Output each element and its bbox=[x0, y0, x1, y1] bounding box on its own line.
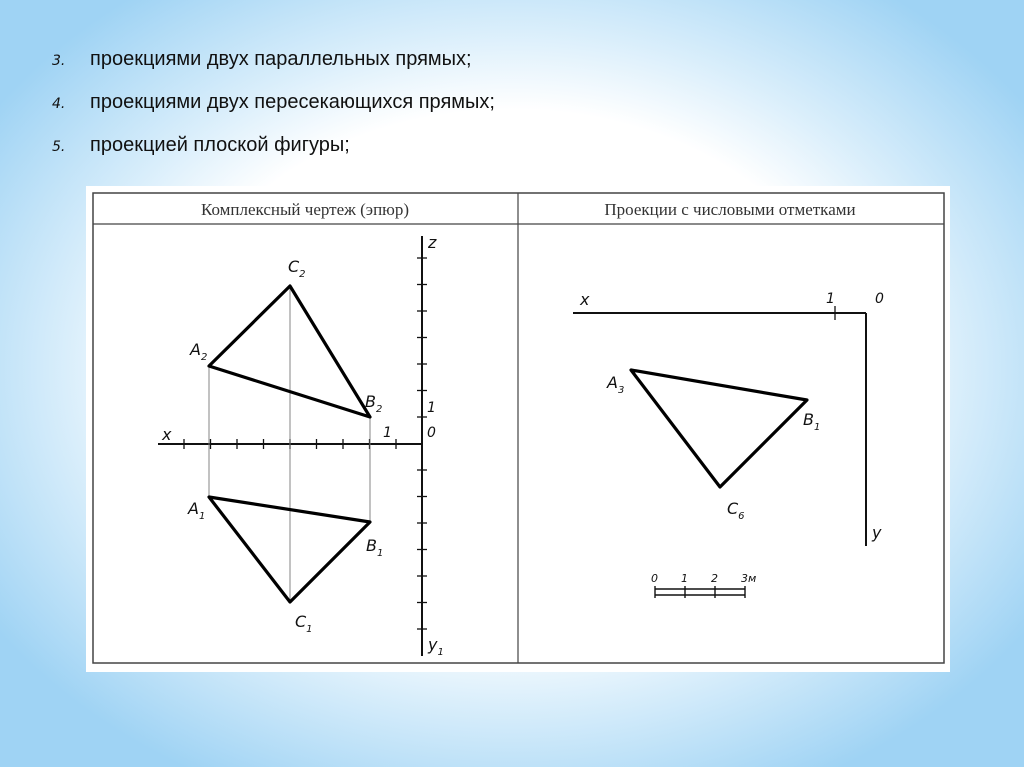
point-label-a2: $A_2$ bbox=[190, 340, 208, 363]
axis-label-x: x bbox=[162, 425, 172, 444]
list-item bbox=[52, 87, 495, 130]
point-label-b1: $B_1$ bbox=[366, 536, 384, 559]
list-item-number: 5. bbox=[52, 139, 66, 155]
axis-label-x: x bbox=[580, 290, 590, 309]
list-item-number: 4. bbox=[52, 96, 66, 112]
list-item bbox=[52, 44, 495, 87]
tick-label-z-1: 1 bbox=[427, 400, 436, 416]
tick-label-1: 1 bbox=[826, 291, 835, 307]
list-item-text: проекцией плоской фигуры; bbox=[90, 134, 350, 156]
list-item-text: проекциями двух пересекающихся прямых; bbox=[90, 91, 495, 113]
axis-label-y1: $y_1$ bbox=[428, 635, 444, 658]
scale-label: 2 bbox=[711, 572, 718, 585]
projection-figure bbox=[86, 186, 950, 672]
right-column-header: Проекции с числовыми отметками bbox=[604, 200, 856, 219]
scale-label: 0 bbox=[651, 572, 658, 585]
bullet-list bbox=[52, 44, 495, 173]
point-label-a1: $A_1$ bbox=[188, 499, 206, 522]
point-label-a3: $A_3$ bbox=[607, 373, 625, 396]
projection-diagram bbox=[86, 186, 950, 672]
point-label-b2: $B_2$ bbox=[365, 392, 383, 415]
scale-label: 1 bbox=[681, 572, 688, 585]
scale-label: 3м bbox=[741, 572, 757, 585]
origin-label: 0 bbox=[427, 425, 436, 441]
point-label-b1: $B_1$ bbox=[803, 410, 821, 433]
point-label-c6: $C_6$ bbox=[727, 499, 745, 522]
list-item bbox=[52, 130, 495, 173]
axis-label-z: z bbox=[428, 233, 437, 252]
origin-label: 0 bbox=[875, 291, 884, 307]
left-column-header: Комплексный чертеж (эпюр) bbox=[200, 200, 410, 219]
point-label-c1: $C_1$ bbox=[295, 612, 313, 635]
point-label-c2: $C_2$ bbox=[288, 257, 306, 280]
list-item-text: проекциями двух параллельных прямых; bbox=[90, 48, 472, 70]
tick-label-x-1: 1 bbox=[383, 425, 392, 441]
list-item-number: 3. bbox=[52, 53, 66, 69]
axis-label-y: y bbox=[872, 523, 882, 542]
